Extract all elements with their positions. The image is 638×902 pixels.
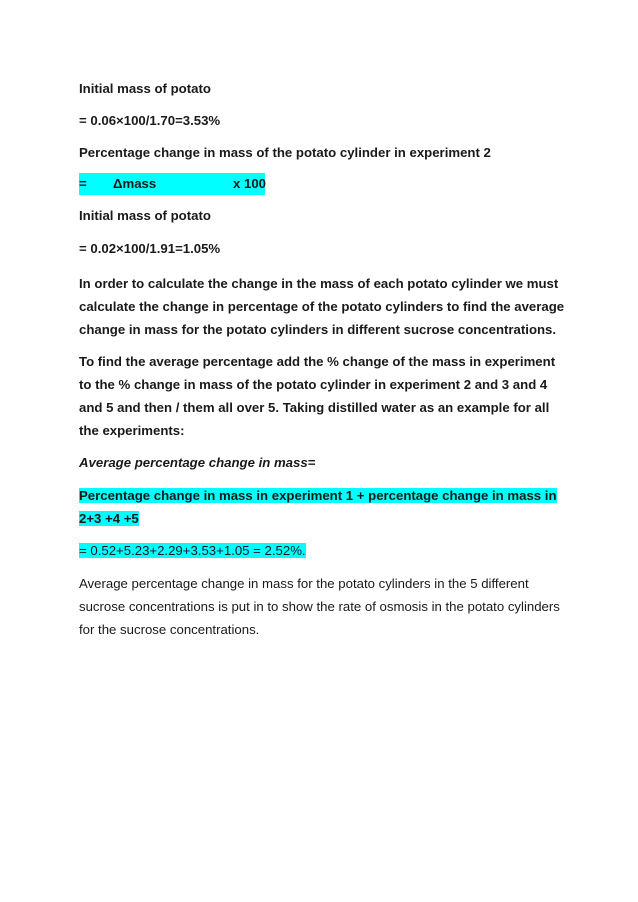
- initial-mass-label-2: Initial mass of potato: [79, 208, 211, 223]
- paragraph-conclusion: Average percentage change in mass for the potato cylinders in the 5 different sucrose concentrations is put in to show the rate of osmosis in the potato cylinders for the sucrose concentrations.: [79, 576, 560, 637]
- average-formula-line-2: [79, 507, 569, 530]
- average-result: = 0.52+5.23+2.29+3.53+1.05 = 2.52%.: [79, 543, 306, 558]
- paragraph-average: To find the average percentage add the % change of the mass in experiment to the % change in mass of the potato cylinder in experiment 2 and 3 and 4 and 5 and then / them all over 5. Taking distilled water as an example for all the experiments:: [79, 354, 556, 438]
- average-formula-label: Average percentage change in mass=: [79, 455, 316, 470]
- calc-experiment-2: = 0.02×100/1.91=1.05%: [79, 241, 221, 256]
- initial-mass-label-1: Initial mass of potato: [79, 81, 211, 96]
- document-body: [79, 78, 569, 641]
- formula-times-100: x 100: [233, 176, 267, 191]
- average-formula-text-2: 2+3 +4 +5: [79, 511, 139, 526]
- formula-fraction-row: [79, 173, 569, 195]
- average-formula-block: [79, 484, 569, 530]
- calc-experiment-1: = 0.06×100/1.70=3.53%: [79, 113, 221, 128]
- average-result-line: [79, 540, 569, 562]
- average-formula-line-1: [79, 484, 569, 507]
- formula-delta-mass: Δmass: [113, 176, 157, 191]
- average-formula-text-1: Percentage change in mass in experiment 1 + percentage change in mass in: [79, 488, 557, 503]
- formula-highlight: [79, 173, 265, 195]
- formula-equals: =: [79, 176, 87, 191]
- paragraph-method: In order to calculate the change in the mass of each potato cylinder we must calculate the change in percentage of the potato cylinders to find the average change in mass for the potato cylinders in different sucrose concentrations.: [79, 276, 565, 337]
- heading-experiment-2: Percentage change in mass of the potato cylinder in experiment 2: [79, 145, 491, 160]
